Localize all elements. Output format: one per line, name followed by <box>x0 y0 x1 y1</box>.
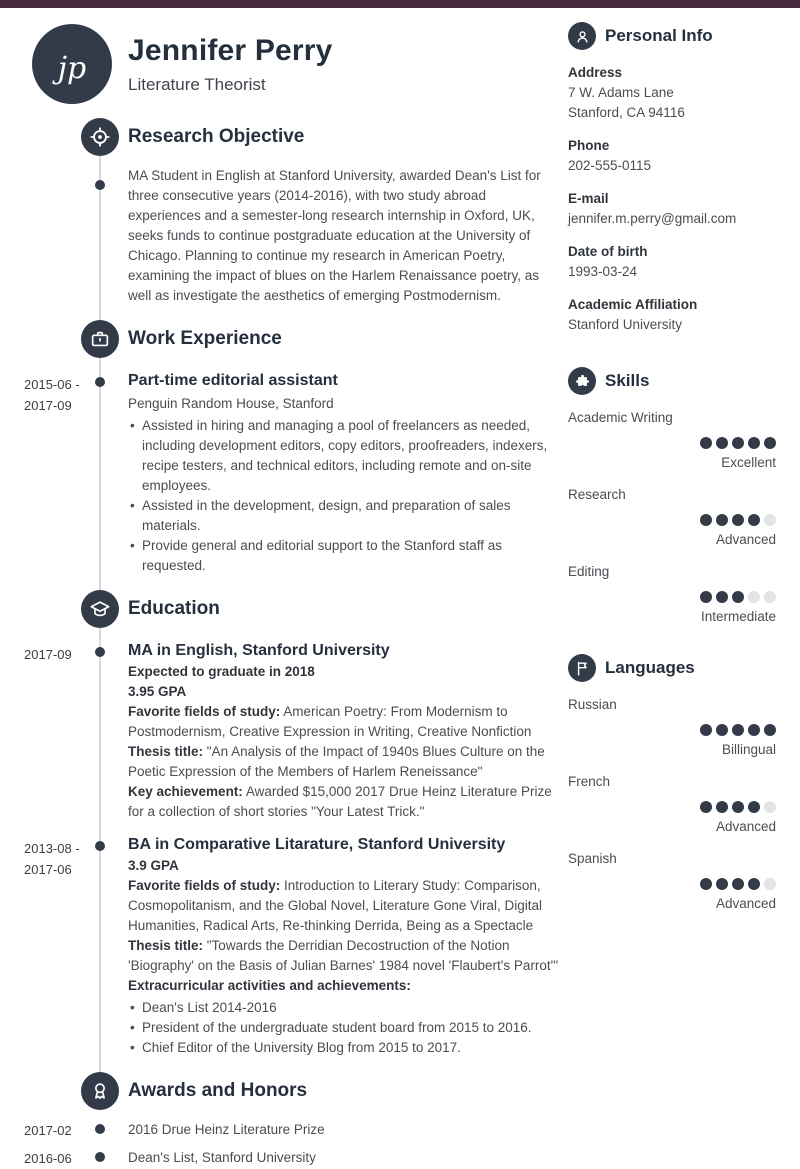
content <box>0 8 800 1168</box>
research-objective-text: MA Student in English at Stanford University, awarded Dean's List for three consecutive years (2014-2016), with two study abroad experiences and a semester-long research internship in Oxford, UK, seeks funds to continue postgraduate education at the University of Chicago. Planning to continue my research in American Poetry, examining the impact of blues on the Harlem Renaissance poetry, as well as investigate the aesthetics of emerging Postmodernism. <box>128 168 541 303</box>
rating-dot-filled <box>732 724 744 736</box>
section-awards <box>24 1072 559 1110</box>
rating-dot-filled <box>700 437 712 449</box>
education-entry <box>24 640 559 822</box>
rating-dot-filled <box>732 514 744 526</box>
job-title: Literature Theorist <box>128 74 266 94</box>
section-research-objective <box>24 118 559 156</box>
skill-item: Academic Writing Excellent <box>568 410 776 470</box>
award-title: Dean's List, Stanford University <box>128 1150 316 1165</box>
bullet-item: • President of the undergraduate student board from 2015 to 2016. <box>128 1018 559 1038</box>
rating-dot-empty <box>764 514 776 526</box>
rating-dot-filled <box>700 724 712 736</box>
education-title: BA in Comparative Litarature, Stanford University <box>128 836 506 853</box>
target-icon <box>81 118 119 156</box>
entry-dates: 2017-09 <box>24 647 72 662</box>
language-item: Russian Billingual <box>568 697 776 757</box>
education-detail: 3.95 GPA <box>128 684 187 699</box>
bullet-item: • Assisted in the development, design, and preparation of sales materials. <box>128 496 559 536</box>
personal-info-field: Date of birth 1993-03-24 <box>568 244 648 279</box>
skill-item: Research Advanced <box>568 487 776 547</box>
rating-dot-filled <box>732 591 744 603</box>
avatar <box>32 24 112 104</box>
section-title: Education <box>128 598 220 619</box>
rating-dots <box>568 801 776 813</box>
education-detail: Thesis title: "Towards the Derridian Decostruction of the Notion 'Biography' on the Basis of Julian Barnes' 1984 novel 'Flaubert's Parrot'" <box>128 938 558 973</box>
rating-dot-filled <box>732 801 744 813</box>
person-name: Jennifer Perry <box>128 33 333 67</box>
research-objective-entry <box>24 166 559 306</box>
award-date: 2016-06 <box>24 1151 72 1166</box>
award-row <box>24 1120 559 1140</box>
rating-dot-filled <box>748 801 760 813</box>
sidebar-section-title: Languages <box>605 658 695 677</box>
rating-dot-filled <box>748 724 760 736</box>
rating-dot-empty <box>748 591 760 603</box>
rating-dot-filled <box>700 514 712 526</box>
rating-dots <box>568 724 776 736</box>
education-detail: 3.9 GPA <box>128 858 179 873</box>
education-title: MA in English, Stanford University <box>128 642 390 659</box>
rating-dot-filled <box>732 878 744 890</box>
rating-dot-filled <box>716 878 728 890</box>
education-detail: Thesis title: "An Analysis of the Impact of 1940s Blues Culture on the Poetic Expression of the Members of Harlem Reneissance" <box>128 744 545 779</box>
main-column <box>24 8 559 1168</box>
personal-info-field: Phone 202-555-0115 <box>568 138 652 173</box>
section-title: Research Objective <box>128 126 305 147</box>
rating-dot-empty <box>764 591 776 603</box>
sidebar-section-title: Skills <box>605 371 650 390</box>
language-item: Spanish Advanced <box>568 851 776 911</box>
personal-info-field: Address 7 W. Adams Lane Stanford, CA 94116 <box>568 65 685 120</box>
entry-dates: 2013-08 - 2017-06 <box>24 841 80 877</box>
entry-dates: 2015-06 - 2017-09 <box>24 377 80 413</box>
rating-dot-filled <box>748 437 760 449</box>
education-detail: Favorite fields of study: Introduction to Literary Study: Comparison, Cosmopolitanism, and the Global Novel, Literature Gone Viral, Digital Humanities, Radical Arts, Re-thinking Derrida, Being as a Spectacle <box>128 878 542 933</box>
timeline-dot <box>95 180 105 190</box>
award-title: 2016 Drue Heinz Literature Prize <box>128 1122 325 1137</box>
medal-icon <box>81 1072 119 1110</box>
work-subtitle: Penguin Random House, Stanford <box>128 396 334 411</box>
section-skills <box>568 367 776 395</box>
briefcase-icon <box>81 320 119 358</box>
section-personal-info <box>568 22 776 50</box>
language-item: French Advanced <box>568 774 776 834</box>
rating-dots <box>568 878 776 890</box>
sidebar <box>568 8 776 1168</box>
education-detail: Favorite fields of study: American Poetry: From Modernism to Postmodernism, Creative Expression in Writing, Creative Nonfiction <box>128 704 532 739</box>
puzzle-icon <box>568 367 596 395</box>
skill-item: Editing Intermediate <box>568 564 776 624</box>
rating-dot-filled <box>748 878 760 890</box>
bullet-item: • Dean's List 2014-2016 <box>128 998 559 1018</box>
work-entry <box>24 370 559 576</box>
section-title: Awards and Honors <box>128 1080 308 1101</box>
rating-dot-empty <box>764 878 776 890</box>
award-date: 2017-02 <box>24 1123 72 1138</box>
education-bullets <box>128 998 559 1058</box>
rating-dot-filled <box>716 514 728 526</box>
personal-info-field: Academic Affiliation Stanford University <box>568 297 698 332</box>
sidebar-section-title: Personal Info <box>605 26 713 45</box>
rating-dot-filled <box>764 437 776 449</box>
avatar-initials: jp <box>57 50 87 86</box>
flag-icon <box>568 654 596 682</box>
top-accent-bar <box>0 0 800 8</box>
rating-dot-filled <box>700 801 712 813</box>
rating-dots <box>568 591 776 603</box>
bullet-item: • Provide general and editorial support to the Stanford staff as requested. <box>128 536 559 576</box>
rating-dot-filled <box>716 801 728 813</box>
bullet-item: • Chief Editor of the University Blog from 2015 to 2017. <box>128 1038 559 1058</box>
section-education <box>24 590 559 628</box>
rating-dot-filled <box>700 591 712 603</box>
rating-dot-filled <box>732 437 744 449</box>
resume-header <box>24 24 559 104</box>
section-work-experience <box>24 320 559 358</box>
name-block <box>128 34 333 95</box>
section-title: Work Experience <box>128 328 282 349</box>
education-detail: Extracurricular activities and achievements: <box>128 978 411 993</box>
graduation-cap-icon <box>81 590 119 628</box>
rating-dot-filled <box>748 514 760 526</box>
section-languages <box>568 654 776 682</box>
work-bullets <box>128 416 559 576</box>
rating-dot-empty <box>764 801 776 813</box>
bullet-item: • Assisted in hiring and managing a pool of freelancers as needed, including development editors, copy editors, proofreaders, indexers, recipe testers, and technical editors, including remote and on-site employees. <box>128 416 559 496</box>
rating-dots <box>568 437 776 449</box>
rating-dot-filled <box>716 724 728 736</box>
work-title: Part-time editorial assistant <box>128 372 338 389</box>
rating-dots <box>568 514 776 526</box>
rating-dot-filled <box>764 724 776 736</box>
rating-dot-filled <box>716 591 728 603</box>
education-entry <box>24 834 559 1058</box>
person-icon <box>568 22 596 50</box>
rating-dot-filled <box>700 878 712 890</box>
personal-info-field: E-mail jennifer.m.perry@gmail.com <box>568 191 737 226</box>
education-detail: Expected to graduate in 2018 <box>128 664 315 679</box>
education-detail: Key achievement: Awarded $15,000 2017 Drue Heinz Literature Prize for a collection of short stories "Your Latest Trick." <box>128 784 552 819</box>
rating-dot-filled <box>716 437 728 449</box>
award-row <box>24 1148 559 1168</box>
